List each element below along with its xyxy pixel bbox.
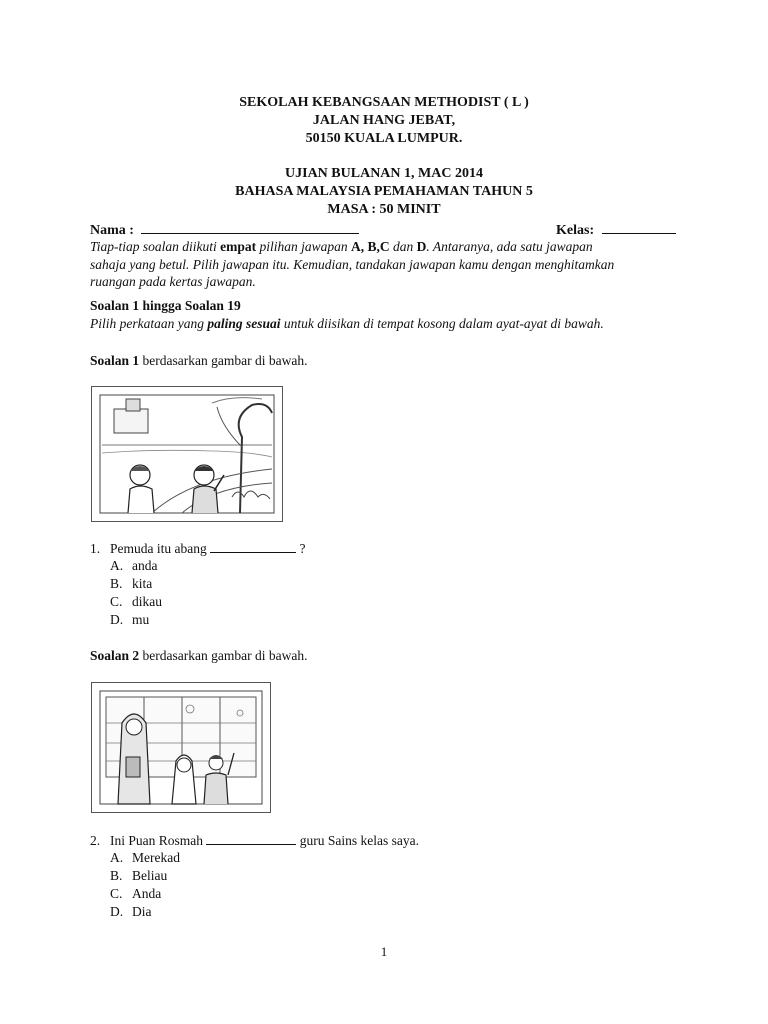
park-scene-illustration xyxy=(92,387,282,521)
q2-option-c[interactable]: C. Anda xyxy=(110,886,162,901)
name-field xyxy=(90,221,359,239)
exam-time: MASA : 50 MINIT xyxy=(327,202,441,217)
general-instructions xyxy=(90,238,690,291)
name-blank xyxy=(141,221,359,234)
q2-option-d[interactable]: D. Dia xyxy=(110,904,152,919)
q1-option-c[interactable]: C. dikau xyxy=(110,594,162,609)
instructions-line-2: sahaja yang betul. Pilih jawapan itu. Kemudian, tandakan jawapan kamu dengan menghitamkan xyxy=(90,256,615,272)
instructions-line-3: ruangan pada kertas jawapan. xyxy=(90,274,256,289)
q1-option-d[interactable]: D. mu xyxy=(110,612,150,627)
school-name: SEKOLAH KEBANGSAAN METHODIST ( L ) xyxy=(239,95,529,110)
classroom-scene-illustration xyxy=(92,683,270,812)
instructions-line-1: Tiap-tiap soalan diikuti empat pilihan jawapan A, B,C dan D. Antaranya, ada satu jawapan xyxy=(90,239,593,254)
q1-question: 1. Pemuda itu abang ? xyxy=(90,541,306,556)
q1-blank xyxy=(210,540,296,553)
page-number: 1 xyxy=(380,944,388,959)
class-label: Kelas: xyxy=(556,223,595,238)
q1-picture-park xyxy=(91,386,283,522)
class-field xyxy=(556,221,676,239)
q2-option-b[interactable]: B. Beliau xyxy=(110,868,168,883)
exam-subject: BAHASA MALAYSIA PEMAHAMAN TAHUN 5 xyxy=(235,184,533,199)
q2-question: 2. Ini Puan Rosmah guru Sains kelas saya. xyxy=(90,833,419,848)
q1-option-b[interactable]: B. kita xyxy=(110,576,153,591)
section-title: Soalan 1 hingga Soalan 19 xyxy=(90,298,241,313)
q2-blank xyxy=(206,832,296,845)
q1-intro: Soalan 1 berdasarkan gambar di bawah. xyxy=(90,353,308,368)
name-label: Nama : xyxy=(90,223,134,238)
exam-title: UJIAN BULANAN 1, MAC 2014 xyxy=(285,166,483,181)
class-blank xyxy=(602,221,676,234)
q2-intro: Soalan 2 berdasarkan gambar di bawah. xyxy=(90,648,308,663)
school-street: JALAN HANG JEBAT, xyxy=(312,113,456,128)
section-instruction: Pilih perkataan yang paling sesuai untuk diisikan di tempat kosong dalam ayat-ayat di bawah. xyxy=(90,316,604,331)
q2-picture-classroom xyxy=(91,682,271,813)
q2-option-a[interactable]: A. Merekad xyxy=(110,850,180,865)
q1-option-a[interactable]: A. anda xyxy=(110,558,158,573)
school-city: 50150 KUALA LUMPUR. xyxy=(305,131,463,146)
